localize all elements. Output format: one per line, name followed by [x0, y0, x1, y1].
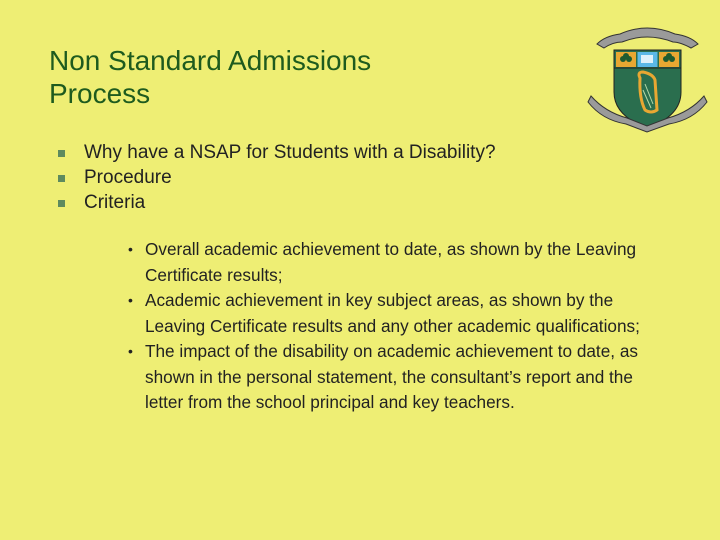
criteria-text: The impact of the disability on academic achievement to date, as shown in the personal statement, the consultant’s report and the letter from the school principal and key teachers.	[145, 341, 638, 412]
square-bullet-icon	[58, 150, 65, 157]
slide-title	[49, 44, 371, 110]
dot-bullet-icon: •	[128, 241, 133, 257]
bullet-item	[58, 192, 496, 214]
bullet-item	[58, 167, 496, 189]
main-bullet-list	[58, 142, 496, 217]
dot-bullet-icon: •	[128, 292, 133, 308]
bullet-text: Criteria	[84, 192, 146, 213]
title-line-2: Process	[49, 78, 151, 109]
square-bullet-icon	[58, 175, 65, 182]
criteria-item	[128, 288, 658, 339]
square-bullet-icon	[58, 200, 65, 207]
dot-bullet-icon: •	[128, 343, 133, 359]
criteria-item	[128, 339, 658, 416]
title-line-1: Non Standard Admissions	[49, 45, 372, 76]
criteria-text: Academic achievement in key subject areas, as shown by the Leaving Certificate results and any other academic qualifications;	[145, 290, 640, 336]
criteria-text: Overall academic achievement to date, as shown by the Leaving Certificate results;	[145, 239, 637, 285]
bullet-text: Why have a NSAP for Students with a Disability?	[84, 142, 496, 163]
criteria-list	[128, 237, 658, 416]
university-crest-icon	[585, 14, 710, 136]
bullet-item	[58, 142, 496, 164]
bullet-text: Procedure	[84, 167, 172, 188]
criteria-item	[128, 237, 658, 288]
